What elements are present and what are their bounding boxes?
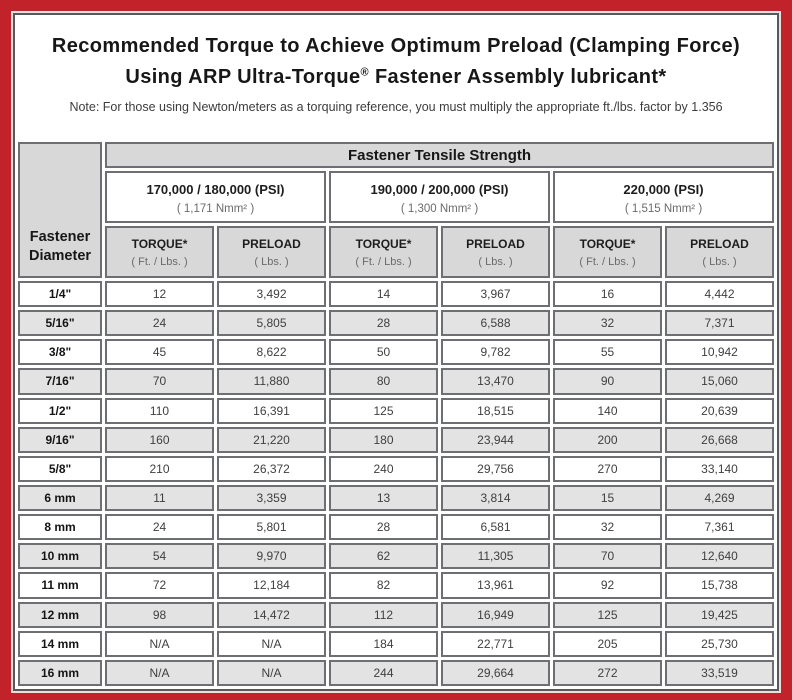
diameter-cell: 10 mm — [18, 543, 102, 569]
psi-value: 170,000 / 180,000 (PSI) — [146, 182, 285, 197]
header-row-psi — [18, 171, 774, 223]
value-cell: 125 — [553, 602, 662, 628]
value-cell: 6,588 — [441, 310, 550, 336]
value-cell: 26,668 — [665, 427, 774, 453]
table-row — [18, 427, 774, 453]
value-cell: 112 — [329, 602, 438, 628]
value-cell: 160 — [105, 427, 214, 453]
value-cell: 20,639 — [665, 398, 774, 424]
diameter-cell: 7/16" — [18, 368, 102, 394]
value-cell: 244 — [329, 660, 438, 686]
value-cell: 15 — [553, 485, 662, 511]
value-cell: 3,359 — [217, 485, 326, 511]
value-cell: 11 — [105, 485, 214, 511]
torque-table — [15, 139, 777, 689]
value-cell: 110 — [105, 398, 214, 424]
value-cell: 16,949 — [441, 602, 550, 628]
value-cell: 270 — [553, 456, 662, 482]
diameter-cell: 1/4" — [18, 281, 102, 307]
value-cell: N/A — [217, 631, 326, 657]
page-title — [15, 31, 777, 93]
table-row — [18, 310, 774, 336]
value-cell: 13,470 — [441, 368, 550, 394]
value-cell: 7,371 — [665, 310, 774, 336]
value-cell: 33,140 — [665, 456, 774, 482]
value-cell: 14 — [329, 281, 438, 307]
value-cell: 62 — [329, 543, 438, 569]
value-cell: 32 — [553, 514, 662, 540]
table-row — [18, 572, 774, 598]
value-cell: 7,361 — [665, 514, 774, 540]
registered-trademark-symbol: ® — [360, 66, 369, 79]
table-row — [18, 631, 774, 657]
value-cell: 13,961 — [441, 572, 550, 598]
torque-table-container — [15, 139, 777, 689]
value-cell: 205 — [553, 631, 662, 657]
value-cell: 3,492 — [217, 281, 326, 307]
diameter-cell: 6 mm — [18, 485, 102, 511]
column-title: PRELOAD — [466, 236, 525, 251]
column-header-cell — [441, 226, 550, 278]
value-cell: 6,581 — [441, 514, 550, 540]
value-cell: 9,782 — [441, 339, 550, 365]
value-cell: 184 — [329, 631, 438, 657]
column-header-cell — [105, 226, 214, 278]
value-cell: 12,184 — [217, 572, 326, 598]
value-cell: 55 — [553, 339, 662, 365]
column-title: PRELOAD — [242, 236, 301, 251]
page-title-line1: Recommended Torque to Achieve Optimum Preload (Clamping Force) — [51, 35, 741, 57]
group-header-cell: Fastener Tensile Strength — [105, 142, 774, 168]
column-unit: ( Lbs. ) — [478, 255, 513, 268]
value-cell: 5,801 — [217, 514, 326, 540]
column-title: TORQUE* — [579, 236, 636, 251]
title-line2-text-post: Fastener Assembly lubricant* — [368, 66, 667, 88]
value-cell: 23,944 — [441, 427, 550, 453]
nmm-value: ( 1,300 Nmm² ) — [400, 203, 479, 215]
corner-header-cell: Fastener Diameter — [18, 142, 102, 278]
value-cell: 80 — [329, 368, 438, 394]
value-cell: 9,970 — [217, 543, 326, 569]
column-title: TORQUE* — [355, 236, 412, 251]
header-row-columns — [18, 226, 774, 278]
diameter-cell: 3/8" — [18, 339, 102, 365]
column-header-cell — [553, 226, 662, 278]
psi-header-cell — [329, 171, 550, 223]
table-row — [18, 602, 774, 628]
value-cell: 13 — [329, 485, 438, 511]
value-cell: 21,220 — [217, 427, 326, 453]
column-header-cell — [217, 226, 326, 278]
value-cell: 8,622 — [217, 339, 326, 365]
table-row — [18, 456, 774, 482]
column-unit: ( Ft. / Lbs. ) — [355, 255, 412, 268]
value-cell: 24 — [105, 310, 214, 336]
diameter-cell: 16 mm — [18, 660, 102, 686]
value-cell: 3,967 — [441, 281, 550, 307]
table-row — [18, 368, 774, 394]
diameter-cell: 9/16" — [18, 427, 102, 453]
value-cell: 19,425 — [665, 602, 774, 628]
content-frame — [13, 13, 779, 691]
value-cell: 28 — [329, 310, 438, 336]
value-cell: 92 — [553, 572, 662, 598]
value-cell: 180 — [329, 427, 438, 453]
value-cell: 12,640 — [665, 543, 774, 569]
value-cell: 12 — [105, 281, 214, 307]
value-cell: 72 — [105, 572, 214, 598]
table-row — [18, 281, 774, 307]
table-row — [18, 514, 774, 540]
nmm-value: ( 1,515 Nmm² ) — [624, 203, 703, 215]
psi-value: 220,000 (PSI) — [623, 182, 704, 197]
value-cell: 272 — [553, 660, 662, 686]
diameter-cell: 8 mm — [18, 514, 102, 540]
column-title: PRELOAD — [690, 236, 749, 251]
value-cell: 16 — [553, 281, 662, 307]
value-cell: 4,442 — [665, 281, 774, 307]
value-cell: 15,738 — [665, 572, 774, 598]
column-unit: ( Lbs. ) — [254, 255, 289, 268]
psi-header-cell — [105, 171, 326, 223]
column-unit: ( Lbs. ) — [702, 255, 737, 268]
value-cell: 29,664 — [441, 660, 550, 686]
nmm-value: ( 1,171 Nmm² ) — [176, 203, 255, 215]
diameter-cell: 14 mm — [18, 631, 102, 657]
value-cell: 32 — [553, 310, 662, 336]
value-cell: 3,814 — [441, 485, 550, 511]
value-cell: 5,805 — [217, 310, 326, 336]
value-cell: 14,472 — [217, 602, 326, 628]
value-cell: 125 — [329, 398, 438, 424]
table-row — [18, 398, 774, 424]
table-row — [18, 543, 774, 569]
value-cell: 210 — [105, 456, 214, 482]
value-cell: 98 — [105, 602, 214, 628]
value-cell: 33,519 — [665, 660, 774, 686]
value-cell: 90 — [553, 368, 662, 394]
value-cell: 45 — [105, 339, 214, 365]
column-header-cell — [329, 226, 438, 278]
table-row — [18, 339, 774, 365]
value-cell: 82 — [329, 572, 438, 598]
column-unit: ( Ft. / Lbs. ) — [131, 255, 188, 268]
value-cell: 70 — [553, 543, 662, 569]
value-cell: 24 — [105, 514, 214, 540]
diameter-cell: 1/2" — [18, 398, 102, 424]
page-title-line2 — [15, 62, 777, 93]
value-cell: N/A — [105, 631, 214, 657]
value-cell: 25,730 — [665, 631, 774, 657]
value-cell: 4,269 — [665, 485, 774, 511]
psi-value: 190,000 / 200,000 (PSI) — [370, 182, 509, 197]
value-cell: 200 — [553, 427, 662, 453]
value-cell: 16,391 — [217, 398, 326, 424]
value-cell: 240 — [329, 456, 438, 482]
value-cell: 50 — [329, 339, 438, 365]
psi-header-cell — [553, 171, 774, 223]
diameter-cell: 5/8" — [18, 456, 102, 482]
column-header-cell — [665, 226, 774, 278]
table-body — [18, 281, 774, 686]
column-unit: ( Ft. / Lbs. ) — [579, 255, 636, 268]
header-row-group — [18, 142, 774, 168]
value-cell: 70 — [105, 368, 214, 394]
value-cell: 11,880 — [217, 368, 326, 394]
value-cell: 18,515 — [441, 398, 550, 424]
value-cell: 26,372 — [217, 456, 326, 482]
value-cell: 11,305 — [441, 543, 550, 569]
diameter-cell: 11 mm — [18, 572, 102, 598]
title-line2-text: Using ARP Ultra-Torque — [125, 66, 361, 88]
value-cell: 140 — [553, 398, 662, 424]
table-row — [18, 660, 774, 686]
value-cell: 15,060 — [665, 368, 774, 394]
value-cell: 22,771 — [441, 631, 550, 657]
value-cell: 28 — [329, 514, 438, 540]
diameter-cell: 12 mm — [18, 602, 102, 628]
column-title: TORQUE* — [131, 236, 188, 251]
value-cell: 29,756 — [441, 456, 550, 482]
diameter-cell: 5/16" — [18, 310, 102, 336]
value-cell: 54 — [105, 543, 214, 569]
value-cell: N/A — [105, 660, 214, 686]
page-note: Note: For those using Newton/meters as a torquing reference, you must multiply the appropriate ft./lbs. factor by 1.356 — [69, 100, 723, 114]
table-row — [18, 485, 774, 511]
value-cell: N/A — [217, 660, 326, 686]
value-cell: 10,942 — [665, 339, 774, 365]
